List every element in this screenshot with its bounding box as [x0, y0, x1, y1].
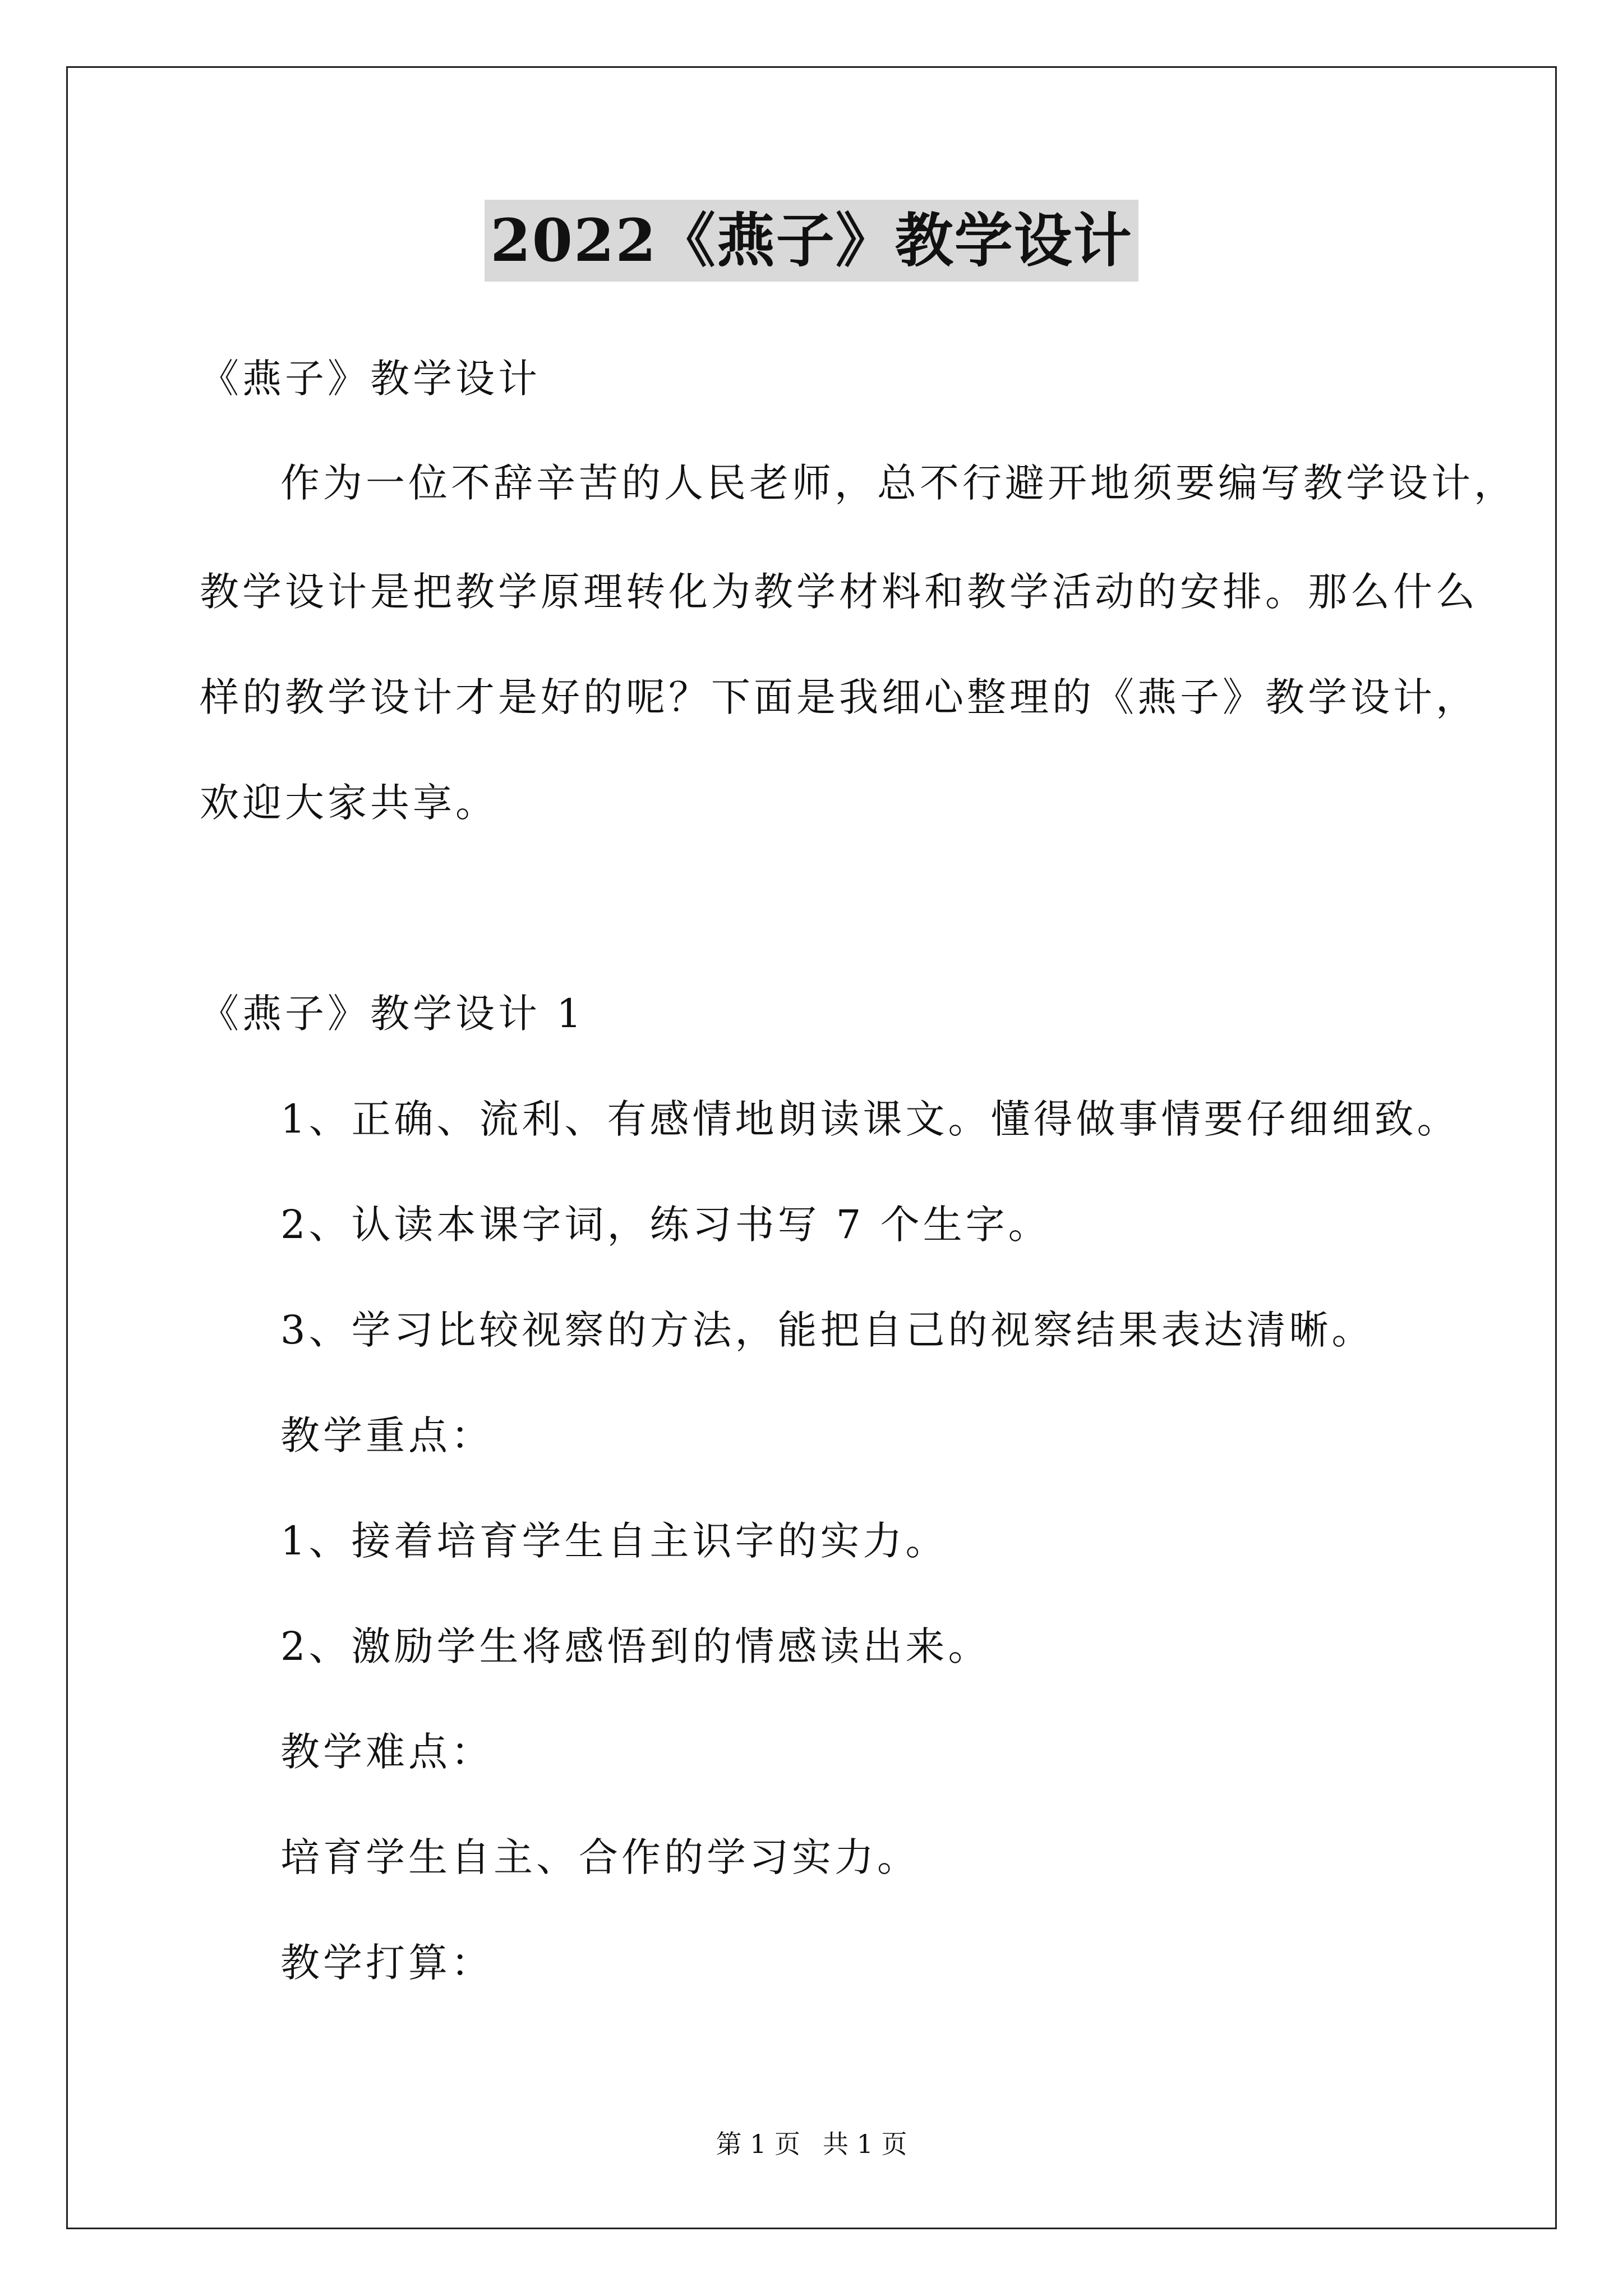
- page-number-current: 第 1 页: [716, 2129, 800, 2159]
- intro-line-2: 教学设计是把教学原理转化为教学材料和教学活动的安排。那么什么: [200, 569, 1478, 615]
- document-subtitle: 《燕子》教学设计: [200, 356, 541, 402]
- section-heading: 《燕子》教学设计 1: [200, 991, 585, 1037]
- difficulty-label: 教学难点：: [280, 1729, 494, 1775]
- difficulty-text: 培育学生自主、合作的学习实力。: [280, 1834, 920, 1880]
- page-number-total: 共 1 页: [823, 2129, 907, 2159]
- key-point-1: 1、接着培育学生自主识字的实力。: [280, 1518, 948, 1564]
- key-points-label: 教学重点：: [280, 1412, 494, 1458]
- objective-3: 3、学习比较视察的方法，能把自己的视察结果表达清晰。: [280, 1307, 1375, 1353]
- objective-1: 1、正确、流利、有感情地朗读课文。懂得做事情要仔细细致。: [280, 1096, 1460, 1142]
- intro-line-4: 欢迎大家共享。: [200, 780, 498, 826]
- key-point-2: 2、激励学生将感悟到的情感读出来。: [280, 1623, 991, 1669]
- objective-2: 2、认读本课字词，练习书写 7 个生字。: [280, 1202, 1051, 1248]
- document-title: 2022《燕子》教学设计: [485, 200, 1138, 282]
- title-container: [0, 200, 1623, 282]
- intro-line-1: 作为一位不辞辛苦的人民老师，总不行避开地须要编写教学设计，: [280, 460, 1516, 506]
- page-footer: [0, 2127, 1623, 2161]
- intro-line-3: 样的教学设计才是好的呢？下面是我细心整理的《燕子》教学设计，: [200, 674, 1478, 720]
- plan-label: 教学打算：: [280, 1940, 494, 1986]
